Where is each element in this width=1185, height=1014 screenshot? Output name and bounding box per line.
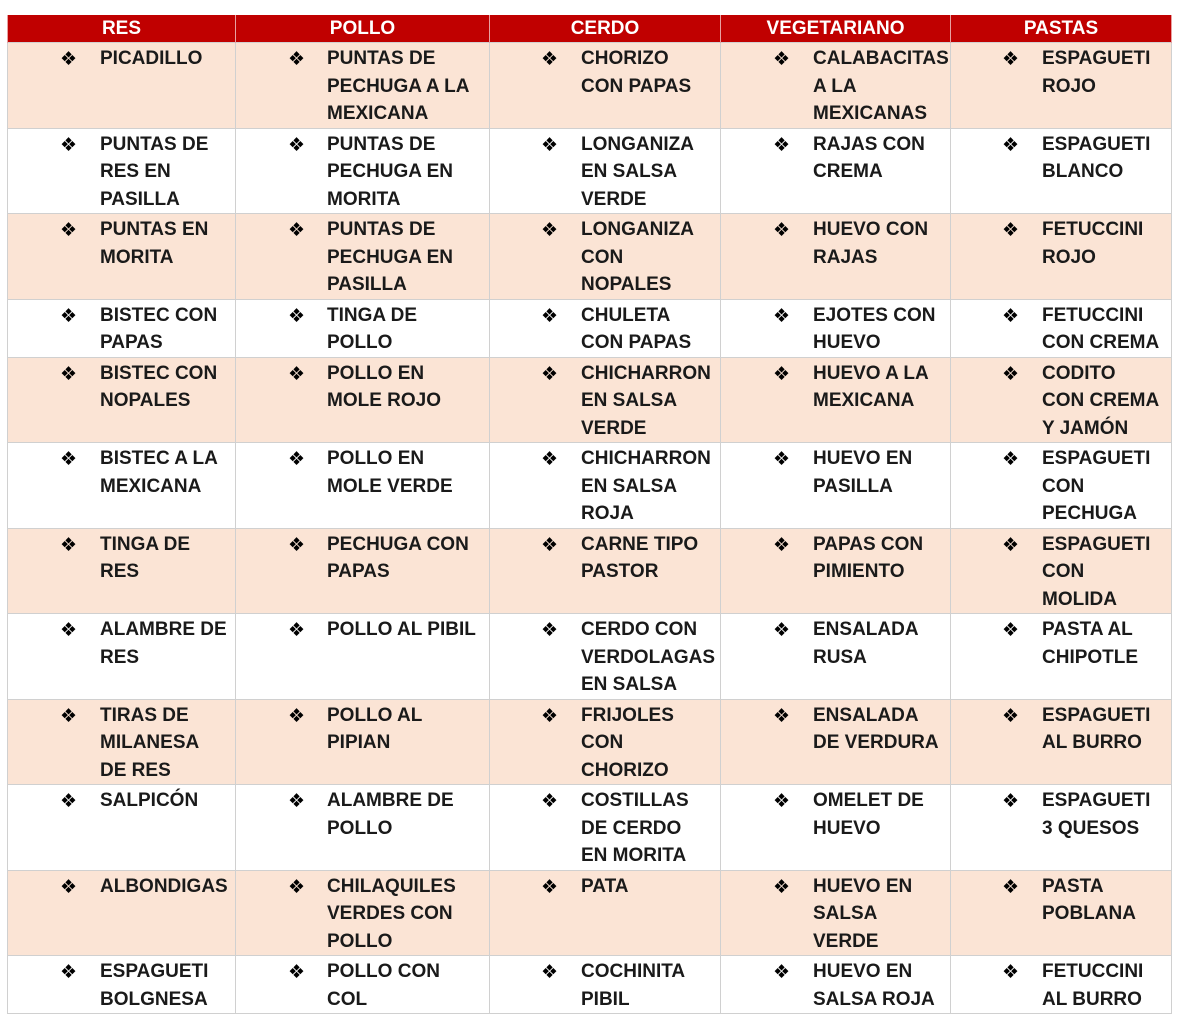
menu-cell-res xyxy=(8,956,236,1014)
menu-cell-res xyxy=(8,614,236,700)
dish-name: HUEVO EN SALSA VERDE xyxy=(813,875,913,952)
menu-item xyxy=(8,300,235,357)
diamond-bullet-icon: ❖ xyxy=(1002,48,1020,70)
menu-item xyxy=(8,871,235,901)
menu-cell-res xyxy=(8,357,236,443)
table-row xyxy=(8,956,1172,1014)
header-res: RES xyxy=(8,15,236,43)
menu-cell-vegetariano xyxy=(721,443,951,529)
diamond-bullet-icon: ❖ xyxy=(773,133,791,156)
menu-item xyxy=(8,956,235,1013)
dish-name: HUEVO EN PASILLA xyxy=(813,448,913,497)
diamond-bullet-icon: ❖ xyxy=(541,533,559,556)
menu-item xyxy=(951,956,1171,1013)
dish-name: BISTEC CON PAPAS xyxy=(100,304,218,353)
menu-cell-pollo xyxy=(236,214,490,300)
menu-item xyxy=(236,43,489,128)
menu-cell-res xyxy=(8,443,236,529)
menu-cell-cerdo xyxy=(490,870,721,956)
dish-name: ESPAGUETI BLANCO xyxy=(1042,133,1151,182)
menu-item xyxy=(721,871,950,956)
menu-cell-pastas xyxy=(951,443,1172,529)
table-row xyxy=(8,214,1172,300)
dish-name: CHILAQUILES VERDES CON POLLO xyxy=(327,875,456,952)
dish-name: LONGANIZA CON NOPALES xyxy=(581,219,694,295)
menu-item xyxy=(951,443,1171,528)
diamond-bullet-icon: ❖ xyxy=(541,704,559,727)
diamond-bullet-icon: ❖ xyxy=(60,790,78,812)
menu-item xyxy=(721,443,950,500)
diamond-bullet-icon: ❖ xyxy=(773,533,791,556)
menu-cell-vegetariano xyxy=(721,214,951,300)
diamond-bullet-icon: ❖ xyxy=(541,362,559,385)
menu-cell-cerdo xyxy=(490,299,721,357)
header-pastas: PASTAS xyxy=(951,15,1172,43)
header-cerdo: CERDO xyxy=(490,15,721,43)
diamond-bullet-icon: ❖ xyxy=(773,48,791,70)
table-body xyxy=(8,43,1172,1014)
table-row xyxy=(8,699,1172,785)
dish-name: CERDO CON VERDOLAGAS EN SALSA xyxy=(581,619,716,695)
diamond-bullet-icon: ❖ xyxy=(773,875,791,898)
header-row xyxy=(8,15,1172,43)
menu-item xyxy=(8,700,235,785)
menu-item xyxy=(951,700,1171,757)
diamond-bullet-icon: ❖ xyxy=(60,704,78,727)
diamond-bullet-icon: ❖ xyxy=(288,48,306,70)
menu-item xyxy=(721,129,950,186)
dish-name: PUNTAS DE PECHUGA EN PASILLA xyxy=(327,219,453,295)
diamond-bullet-icon: ❖ xyxy=(1002,619,1020,641)
dish-name: POLLO AL PIPIAN xyxy=(327,704,422,753)
table-row xyxy=(8,870,1172,956)
dish-name: ESPAGUETI BOLGNESA xyxy=(100,961,209,1010)
diamond-bullet-icon: ❖ xyxy=(288,362,306,385)
dish-name: PUNTAS DE PECHUGA EN MORITA xyxy=(327,133,453,210)
diamond-bullet-icon: ❖ xyxy=(541,48,559,70)
menu-item xyxy=(236,443,489,500)
table-header xyxy=(8,15,1172,43)
menu-cell-pollo xyxy=(236,299,490,357)
dish-name: POLLO AL PIBIL xyxy=(327,619,476,640)
dish-name: FETUCCINI AL BURRO xyxy=(1042,961,1144,1010)
dish-name: CHULETA CON PAPAS xyxy=(581,304,692,353)
menu-cell-vegetariano xyxy=(721,299,951,357)
menu-item xyxy=(951,529,1171,614)
diamond-bullet-icon: ❖ xyxy=(60,619,78,641)
table-row xyxy=(8,299,1172,357)
menu-cell-vegetariano xyxy=(721,699,951,785)
diamond-bullet-icon: ❖ xyxy=(60,533,78,556)
menu-item xyxy=(236,129,489,214)
dish-name: PATA xyxy=(581,875,629,897)
menu-item xyxy=(490,871,720,901)
diamond-bullet-icon: ❖ xyxy=(288,448,306,470)
dish-name: PICADILLO xyxy=(100,48,203,69)
menu-item xyxy=(8,358,235,415)
diamond-bullet-icon: ❖ xyxy=(773,619,791,641)
menu-item xyxy=(236,214,489,299)
dish-name: CHICHARRON EN SALSA ROJA xyxy=(581,448,711,524)
menu-item xyxy=(721,300,950,357)
menu-cell-pastas xyxy=(951,128,1172,214)
diamond-bullet-icon: ❖ xyxy=(288,790,306,812)
table-row xyxy=(8,357,1172,443)
menu-table xyxy=(7,15,1172,1014)
dish-name: EJOTES CON HUEVO xyxy=(813,304,936,353)
menu-item xyxy=(951,129,1171,186)
diamond-bullet-icon: ❖ xyxy=(288,704,306,727)
dish-name: POLLO EN MOLE ROJO xyxy=(327,362,442,411)
diamond-bullet-icon: ❖ xyxy=(60,304,78,327)
menu-cell-pastas xyxy=(951,528,1172,614)
table-row xyxy=(8,528,1172,614)
menu-item xyxy=(8,614,235,671)
diamond-bullet-icon: ❖ xyxy=(60,133,78,156)
menu-cell-pollo xyxy=(236,357,490,443)
menu-cell-cerdo xyxy=(490,357,721,443)
menu-cell-pollo xyxy=(236,699,490,785)
menu-cell-pollo xyxy=(236,43,490,129)
menu-item xyxy=(721,214,950,271)
menu-item xyxy=(490,129,720,214)
menu-cell-vegetariano xyxy=(721,528,951,614)
table-row xyxy=(8,43,1172,129)
dish-name: SALPICÓN xyxy=(100,790,199,811)
dish-name: CHICHARRON EN SALSA VERDE xyxy=(581,362,711,439)
menu-cell-cerdo xyxy=(490,614,721,700)
menu-cell-res xyxy=(8,299,236,357)
menu-item xyxy=(236,700,489,757)
menu-item xyxy=(721,700,950,757)
menu-item xyxy=(8,214,235,271)
dish-name: HUEVO EN SALSA ROJA xyxy=(813,961,935,1010)
header-pollo: POLLO xyxy=(236,15,490,43)
menu-cell-cerdo xyxy=(490,785,721,871)
diamond-bullet-icon: ❖ xyxy=(773,790,791,812)
menu-item xyxy=(490,700,720,785)
diamond-bullet-icon: ❖ xyxy=(60,448,78,470)
menu-item xyxy=(236,956,489,1013)
diamond-bullet-icon: ❖ xyxy=(541,961,559,983)
dish-name: PASTA POBLANA xyxy=(1042,875,1136,924)
dish-name: PAPAS CON PIMIENTO xyxy=(813,533,924,582)
menu-item xyxy=(951,785,1171,842)
diamond-bullet-icon: ❖ xyxy=(60,362,78,385)
diamond-bullet-icon: ❖ xyxy=(541,875,559,898)
menu-item xyxy=(951,43,1171,100)
menu-cell-cerdo xyxy=(490,528,721,614)
menu-item xyxy=(490,529,720,586)
diamond-bullet-icon: ❖ xyxy=(773,704,791,727)
menu-item xyxy=(721,43,950,128)
dish-name: CHORIZO CON PAPAS xyxy=(581,48,692,97)
dish-name: ALAMBRE DE POLLO xyxy=(327,790,454,839)
dish-name: COSTILLAS DE CERDO EN MORITA xyxy=(581,790,689,866)
menu-item xyxy=(951,300,1171,357)
diamond-bullet-icon: ❖ xyxy=(541,448,559,470)
menu-item xyxy=(490,43,720,100)
menu-item xyxy=(721,785,950,842)
table-row xyxy=(8,785,1172,871)
dish-name: HUEVO CON RAJAS xyxy=(813,219,929,268)
menu-cell-res xyxy=(8,528,236,614)
menu-cell-vegetariano xyxy=(721,43,951,129)
menu-item xyxy=(490,214,720,299)
menu-item xyxy=(490,956,720,1013)
menu-item xyxy=(236,358,489,415)
diamond-bullet-icon: ❖ xyxy=(1002,362,1020,385)
menu-item xyxy=(721,358,950,415)
dish-name: HUEVO A LA MEXICANA xyxy=(813,362,929,411)
table-row xyxy=(8,128,1172,214)
menu-cell-pollo xyxy=(236,443,490,529)
diamond-bullet-icon: ❖ xyxy=(1002,133,1020,156)
menu-cell-pastas xyxy=(951,299,1172,357)
dish-name: FETUCCINI ROJO xyxy=(1042,219,1144,268)
dish-name: FETUCCINI CON CREMA xyxy=(1042,304,1160,353)
menu-cell-vegetariano xyxy=(721,357,951,443)
dish-name: ESPAGUETI AL BURRO xyxy=(1042,704,1151,753)
diamond-bullet-icon: ❖ xyxy=(1002,304,1020,327)
dish-name: POLLO CON COL xyxy=(327,961,440,1010)
menu-cell-cerdo xyxy=(490,43,721,129)
menu-cell-pastas xyxy=(951,43,1172,129)
diamond-bullet-icon: ❖ xyxy=(60,219,78,241)
dish-name: BISTEC CON NOPALES xyxy=(100,362,218,411)
dish-name: TINGA DE POLLO xyxy=(327,304,418,353)
diamond-bullet-icon: ❖ xyxy=(288,219,306,241)
menu-cell-pastas xyxy=(951,956,1172,1014)
menu-cell-pollo xyxy=(236,128,490,214)
dish-name: PECHUGA CON PAPAS xyxy=(327,533,469,582)
menu-cell-cerdo xyxy=(490,128,721,214)
menu-cell-vegetariano xyxy=(721,785,951,871)
dish-name: TINGA DE RES xyxy=(100,533,191,582)
menu-cell-vegetariano xyxy=(721,128,951,214)
table-row xyxy=(8,443,1172,529)
menu-cell-cerdo xyxy=(490,214,721,300)
menu-cell-pollo xyxy=(236,614,490,700)
menu-cell-pollo xyxy=(236,785,490,871)
menu-item xyxy=(236,871,489,956)
menu-item xyxy=(490,443,720,528)
dish-name: ENSALADA RUSA xyxy=(813,619,918,668)
menu-item xyxy=(490,614,720,699)
menu-cell-pastas xyxy=(951,699,1172,785)
menu-cell-res xyxy=(8,699,236,785)
menu-cell-pollo xyxy=(236,528,490,614)
menu-item xyxy=(721,614,950,671)
table-row xyxy=(8,614,1172,700)
menu-cell-pastas xyxy=(951,357,1172,443)
dish-name: PUNTAS DE RES EN PASILLA xyxy=(100,133,209,210)
menu-item xyxy=(8,443,235,500)
menu-cell-pastas xyxy=(951,870,1172,956)
dish-name: FRIJOLES CON CHORIZO xyxy=(581,704,674,781)
menu-item xyxy=(8,43,235,73)
menu-item xyxy=(236,300,489,357)
dish-name: CODITO CON CREMA Y JAMÓN xyxy=(1042,362,1159,439)
diamond-bullet-icon: ❖ xyxy=(541,133,559,156)
diamond-bullet-icon: ❖ xyxy=(1002,961,1020,983)
menu-cell-cerdo xyxy=(490,443,721,529)
dish-name: ESPAGUETI CON MOLIDA xyxy=(1042,533,1151,610)
menu-item xyxy=(8,529,235,586)
diamond-bullet-icon: ❖ xyxy=(1002,704,1020,727)
dish-name: RAJAS CON CREMA xyxy=(813,133,925,182)
diamond-bullet-icon: ❖ xyxy=(773,448,791,470)
diamond-bullet-icon: ❖ xyxy=(1002,533,1020,556)
menu-cell-res xyxy=(8,128,236,214)
dish-name: ESPAGUETI CON PECHUGA xyxy=(1042,448,1151,524)
menu-cell-pastas xyxy=(951,785,1172,871)
dish-name: ESPAGUETI 3 QUESOS xyxy=(1042,790,1151,839)
diamond-bullet-icon: ❖ xyxy=(541,790,559,812)
header-vegetariano: VEGETARIANO xyxy=(721,15,951,43)
diamond-bullet-icon: ❖ xyxy=(773,362,791,385)
diamond-bullet-icon: ❖ xyxy=(288,619,306,641)
menu-item xyxy=(951,614,1171,671)
menu-cell-res xyxy=(8,43,236,129)
menu-item xyxy=(490,300,720,357)
menu-cell-pastas xyxy=(951,214,1172,300)
dish-name: ENSALADA DE VERDURA xyxy=(813,704,939,753)
dish-name: COCHINITA PIBIL xyxy=(581,961,685,1010)
diamond-bullet-icon: ❖ xyxy=(288,133,306,156)
menu-item xyxy=(951,358,1171,443)
menu-item xyxy=(490,358,720,443)
menu-item xyxy=(721,956,950,1013)
dish-name: PUNTAS DE PECHUGA A LA MEXICANA xyxy=(327,48,469,124)
diamond-bullet-icon: ❖ xyxy=(60,875,78,898)
diamond-bullet-icon: ❖ xyxy=(288,304,306,327)
dish-name: TIRAS DE MILANESA DE RES xyxy=(100,704,199,781)
menu-cell-vegetariano xyxy=(721,614,951,700)
dish-name: PASTA AL CHIPOTLE xyxy=(1042,619,1139,668)
menu-cell-res xyxy=(8,870,236,956)
dish-name: CALABACITAS A LA MEXICANAS xyxy=(813,48,949,124)
menu-item xyxy=(490,785,720,870)
dish-name: OMELET DE HUEVO xyxy=(813,790,924,839)
menu-item xyxy=(8,785,235,815)
menu-cell-vegetariano xyxy=(721,870,951,956)
diamond-bullet-icon: ❖ xyxy=(1002,790,1020,812)
diamond-bullet-icon: ❖ xyxy=(1002,219,1020,241)
dish-name: ESPAGUETI ROJO xyxy=(1042,48,1151,97)
diamond-bullet-icon: ❖ xyxy=(773,304,791,327)
diamond-bullet-icon: ❖ xyxy=(1002,448,1020,470)
menu-cell-res xyxy=(8,785,236,871)
dish-name: ALAMBRE DE RES xyxy=(100,619,227,668)
diamond-bullet-icon: ❖ xyxy=(541,619,559,641)
diamond-bullet-icon: ❖ xyxy=(541,219,559,241)
menu-cell-cerdo xyxy=(490,956,721,1014)
dish-name: ALBONDIGAS xyxy=(100,875,228,897)
menu-cell-vegetariano xyxy=(721,956,951,1014)
diamond-bullet-icon: ❖ xyxy=(288,961,306,983)
menu-item xyxy=(236,785,489,842)
menu-item xyxy=(951,214,1171,271)
diamond-bullet-icon: ❖ xyxy=(773,961,791,983)
menu-cell-cerdo xyxy=(490,699,721,785)
dish-name: LONGANIZA EN SALSA VERDE xyxy=(581,133,694,210)
menu-item xyxy=(8,129,235,214)
diamond-bullet-icon: ❖ xyxy=(1002,875,1020,898)
diamond-bullet-icon: ❖ xyxy=(541,304,559,327)
menu-cell-pollo xyxy=(236,870,490,956)
menu-cell-pastas xyxy=(951,614,1172,700)
menu-cell-res xyxy=(8,214,236,300)
menu-item xyxy=(951,871,1171,928)
menu-item xyxy=(236,529,489,586)
dish-name: CARNE TIPO PASTOR xyxy=(581,533,699,582)
dish-name: BISTEC A LA MEXICANA xyxy=(100,448,218,497)
menu-cell-pollo xyxy=(236,956,490,1014)
menu-item xyxy=(236,614,489,644)
diamond-bullet-icon: ❖ xyxy=(773,219,791,241)
diamond-bullet-icon: ❖ xyxy=(288,533,306,556)
dish-name: PUNTAS EN MORITA xyxy=(100,219,209,268)
diamond-bullet-icon: ❖ xyxy=(60,48,78,70)
dish-name: POLLO EN MOLE VERDE xyxy=(327,448,453,497)
menu-item xyxy=(721,529,950,586)
diamond-bullet-icon: ❖ xyxy=(288,875,306,898)
diamond-bullet-icon: ❖ xyxy=(60,961,78,983)
